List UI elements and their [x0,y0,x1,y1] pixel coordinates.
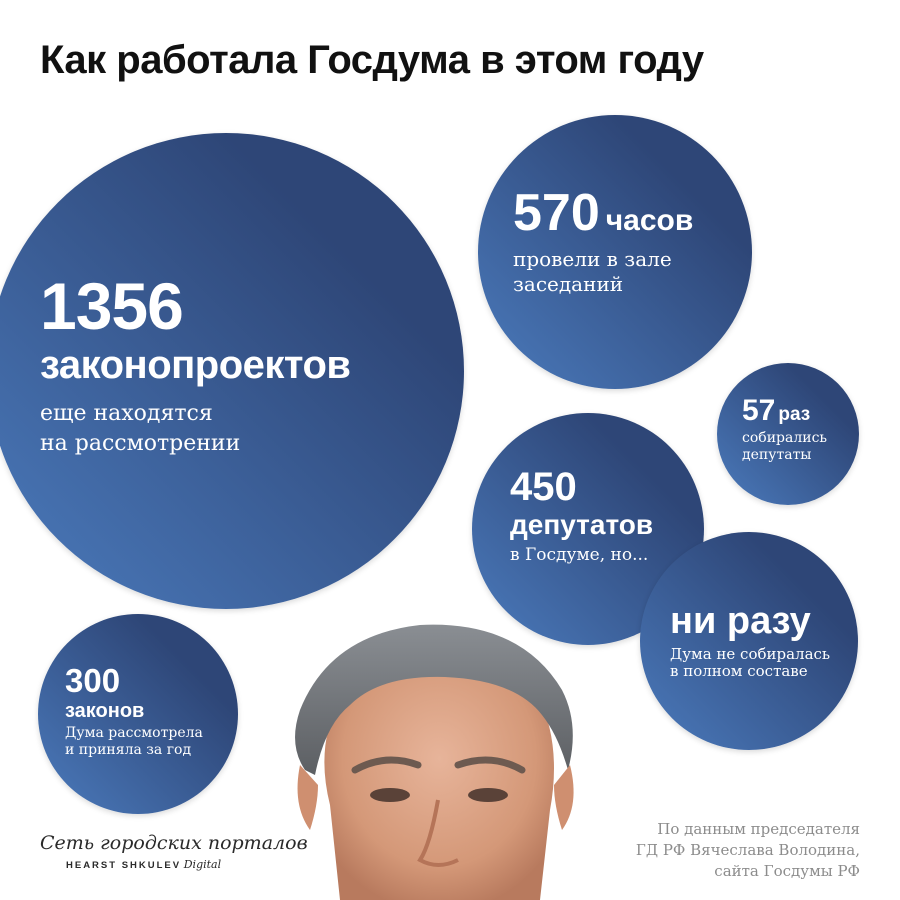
publisher-logo [40,832,308,871]
bubble-meetings-count [717,363,859,505]
portrait-photo [270,605,600,900]
bubble-bills-pending [0,133,464,609]
logo-hearst-text: HEARST SHKULEV [66,860,182,871]
deputies-unit: депутатов [510,509,654,540]
deputies-value: 450 [510,465,577,509]
logo-digital-text: Digital [183,858,222,871]
meetings-count-line1: собирались [742,430,828,446]
bubble-laws-passed [38,614,238,814]
session-hours-line2: заседаний [513,272,624,296]
laws-passed-unit: законов [65,700,145,722]
bills-pending-unit: законопроектов [40,343,351,387]
logo-sub-text [66,858,308,871]
full-attendance-value: ни разу [670,600,811,642]
bills-pending-value: 1356 [40,269,183,343]
laws-passed-line2: и приняла за год [65,742,192,758]
logo-main-text: Сеть городских порталов [40,832,308,854]
session-hours-value: 570 [513,184,600,242]
laws-passed-value: 300 [65,662,121,699]
full-attendance-line2: в полном составе [670,662,808,680]
meetings-count-unit: раз [778,404,811,425]
source-line2: ГД РФ Вячеслава Володина, [635,841,860,859]
session-hours-line1: провели в зале [513,247,672,271]
source-line3: сайта Госдумы РФ [714,862,860,880]
bills-pending-line1: еще находятся [40,401,213,426]
session-hours-unit: часов [605,204,694,237]
page-title: Как работала Госдума в этом году [40,38,704,82]
laws-passed-line1: Дума рассмотрела [65,725,203,741]
bubble-session-hours [478,115,752,389]
source-line1: По данным председателя [657,820,860,838]
bills-pending-line2: на рассмотрении [40,431,241,456]
meetings-count-line2: депутаты [742,447,812,463]
deputies-line1: в Госдуме, но... [510,545,649,565]
meetings-count-value: 57 [742,394,776,427]
bubble-full-attendance [640,532,858,750]
full-attendance-line1: Дума не собиралась [670,645,831,663]
source-note [636,819,860,882]
